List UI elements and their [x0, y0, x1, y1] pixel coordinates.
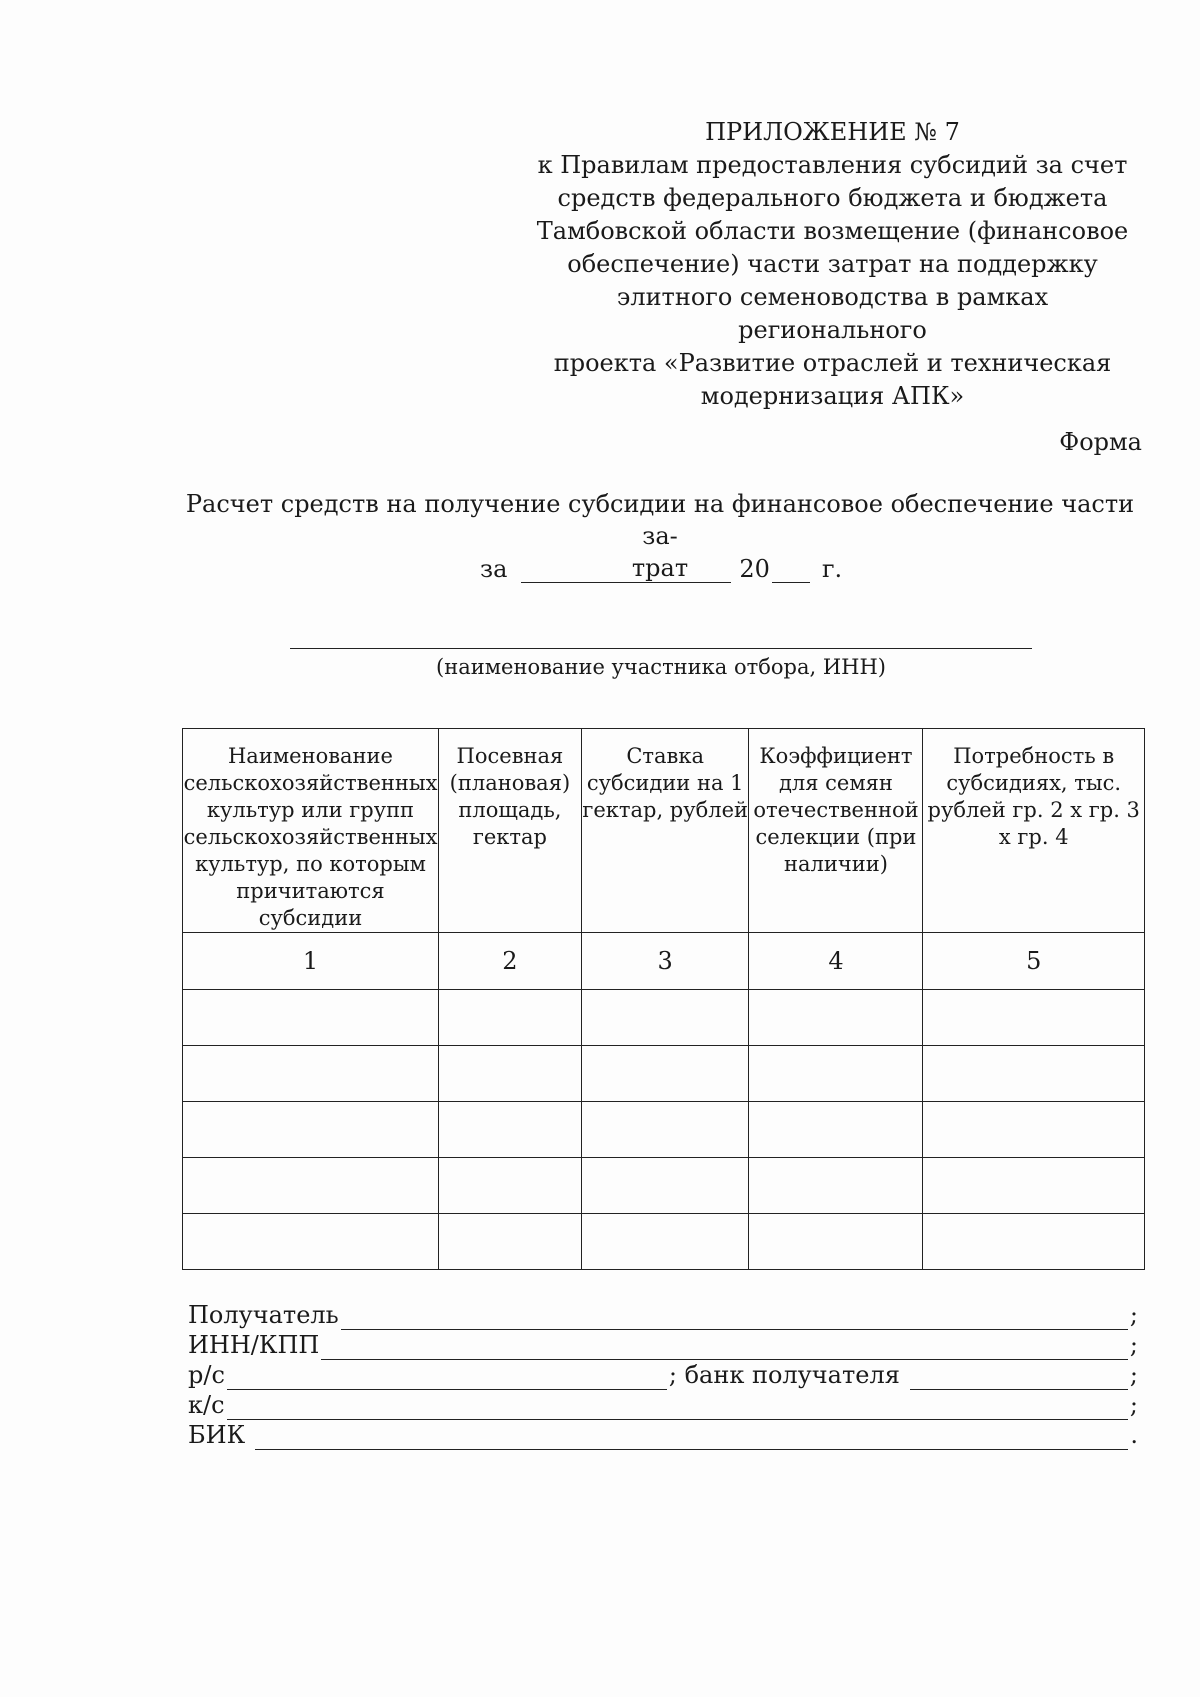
account-field[interactable]	[227, 1367, 667, 1390]
period-prefix: за	[480, 555, 508, 583]
table-cell[interactable]	[183, 1214, 439, 1270]
column-header: Потребность в субсидиях, тыс. рублей гр. 2 х гр. 3 х гр. 4	[923, 729, 1145, 933]
period-suffix: г.	[821, 555, 843, 583]
table-cell[interactable]	[438, 1158, 581, 1214]
appendix-title: ПРИЛОЖЕНИЕ № 7	[705, 118, 960, 146]
period-year: 20	[739, 555, 770, 583]
recipient-details	[188, 1300, 1138, 1450]
table-row	[183, 990, 1145, 1046]
bik-label: БИК	[188, 1421, 246, 1449]
calculation-title-line: трат	[631, 554, 689, 582]
column-header: Коэффициент для семян отечественной селекции (при наличии)	[749, 729, 923, 933]
column-number: 2	[438, 933, 581, 990]
row-terminator: ;	[1129, 1331, 1138, 1359]
inn-kpp-label: ИНН/КПП	[188, 1331, 320, 1359]
form-label: Форма	[1059, 428, 1142, 456]
column-number: 5	[923, 933, 1145, 990]
row-terminator: ;	[1129, 1301, 1138, 1329]
bank-field[interactable]	[910, 1367, 1128, 1390]
table-cell[interactable]	[183, 1158, 439, 1214]
table-cell[interactable]	[581, 1046, 749, 1102]
table-cell[interactable]	[183, 1046, 439, 1102]
table-cell[interactable]	[749, 1046, 923, 1102]
row-terminator: ;	[1129, 1391, 1138, 1419]
row-terminator: .	[1130, 1421, 1138, 1449]
table-cell[interactable]	[749, 990, 923, 1046]
account-label: р/с	[188, 1361, 225, 1389]
table-cell[interactable]	[923, 1102, 1145, 1158]
table-cell[interactable]	[581, 990, 749, 1046]
table-cell[interactable]	[183, 990, 439, 1046]
table-cell[interactable]	[923, 990, 1145, 1046]
table-cell[interactable]	[749, 1158, 923, 1214]
inn-kpp-row	[188, 1330, 1138, 1360]
table-cell[interactable]	[749, 1214, 923, 1270]
table-row	[183, 1158, 1145, 1214]
period-line	[480, 555, 842, 583]
table-cell[interactable]	[183, 1102, 439, 1158]
table-cell[interactable]	[438, 1046, 581, 1102]
table-cell[interactable]	[923, 1158, 1145, 1214]
table-cell[interactable]	[438, 1214, 581, 1270]
year-blank-field[interactable]	[772, 558, 810, 583]
table-row	[183, 1214, 1145, 1270]
calculation-title-line: Расчет средств на получение субсидии на финансовое обеспечение части за-	[185, 490, 1135, 550]
bank-label: ; банк получателя	[668, 1361, 900, 1389]
row-terminator: ;	[1129, 1361, 1138, 1389]
corr-account-label: к/с	[188, 1391, 225, 1419]
table-cell[interactable]	[581, 1158, 749, 1214]
table-row	[183, 1102, 1145, 1158]
recipient-row	[188, 1300, 1138, 1330]
account-row	[188, 1360, 1138, 1390]
recipient-field[interactable]	[341, 1307, 1128, 1330]
inn-kpp-field[interactable]	[321, 1337, 1128, 1360]
appendix-line: средств федерального бюджета и бюджета	[557, 184, 1108, 212]
recipient-label: Получатель	[188, 1301, 339, 1329]
appendix-header	[530, 116, 1135, 413]
period-blank-field[interactable]	[521, 558, 731, 583]
column-number-row	[183, 933, 1145, 990]
corr-account-field[interactable]	[227, 1397, 1128, 1420]
table-cell[interactable]	[438, 1102, 581, 1158]
column-number: 1	[183, 933, 439, 990]
appendix-line: обеспечение) части затрат на поддержку	[567, 250, 1098, 278]
table-cell[interactable]	[581, 1102, 749, 1158]
table-cell[interactable]	[923, 1214, 1145, 1270]
table-cell[interactable]	[749, 1102, 923, 1158]
table-cell[interactable]	[923, 1046, 1145, 1102]
column-number: 4	[749, 933, 923, 990]
column-number: 3	[581, 933, 749, 990]
appendix-line: проекта «Развитие отраслей и техническая	[553, 349, 1112, 377]
subsidy-table	[182, 728, 1145, 1270]
bik-field[interactable]	[255, 1427, 1128, 1450]
appendix-line: модернизация АПК»	[700, 382, 965, 410]
appendix-line: к Правилам предоставления субсидий за счет	[537, 151, 1128, 179]
appendix-line: элитного семеноводства в рамках регионального	[616, 283, 1049, 344]
column-header: Наименование сельскохозяйственных культур или групп сельскохозяйственных культур, по которым причитаются субсидии	[183, 729, 439, 933]
bik-row	[188, 1420, 1138, 1450]
appendix-line: Тамбовской области возмещение (финансовое	[536, 217, 1129, 245]
table-cell[interactable]	[581, 1214, 749, 1270]
table-cell[interactable]	[438, 990, 581, 1046]
participant-caption: (наименование участника отбора, ИНН)	[436, 655, 886, 679]
participant-blank-field[interactable]	[290, 648, 1032, 649]
column-header: Ставка субсидии на 1 гектар, рублей	[581, 729, 749, 933]
table-row	[183, 1046, 1145, 1102]
column-header: Посевная (плановая) площадь, гектар	[438, 729, 581, 933]
corr-account-row	[188, 1390, 1138, 1420]
